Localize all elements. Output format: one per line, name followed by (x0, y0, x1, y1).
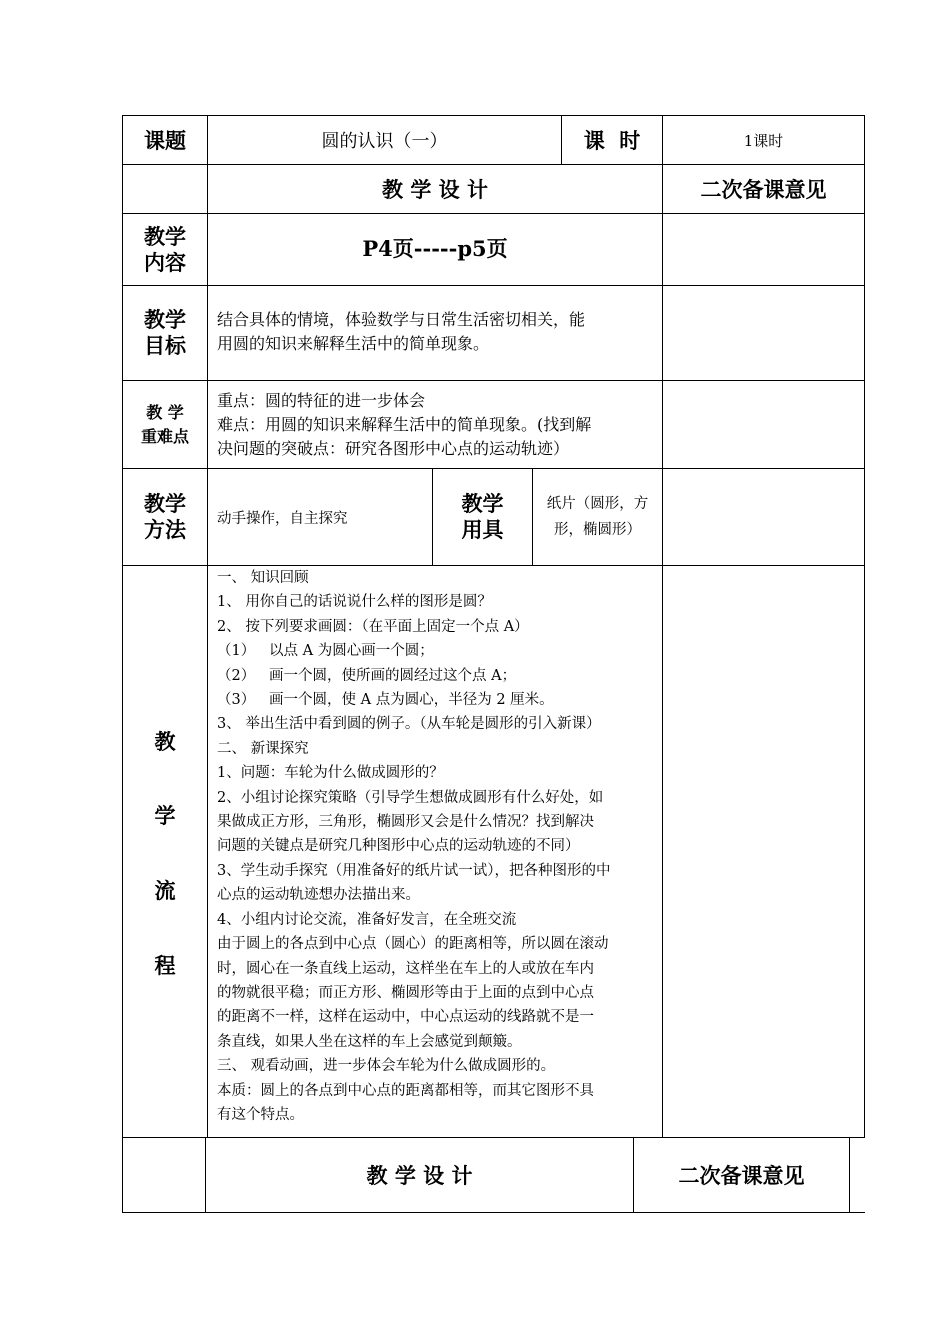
goal-label-line: 教学 (144, 307, 186, 332)
grid-line (122, 380, 865, 381)
key-points-line: 决问题的突破点：研究各图形中心点的运动轨迹） (217, 439, 570, 458)
key-points-text (217, 389, 662, 461)
process-line: 问题的关键点是研究几种图形中心点的运动轨迹的不同） (217, 838, 580, 855)
tools-value (533, 469, 662, 565)
process-line: 本质：圆上的各点到中心点的距离都相等，而其它图形不具 (217, 1082, 594, 1099)
process-line: 由于圆上的各点到中心点（圆心）的距离相等，所以圆在滚动 (217, 936, 609, 953)
process-line: 有这个特点。 (217, 1106, 304, 1123)
grid-line (662, 115, 663, 1138)
key-points-line: 重点：圆的特征的进一步体会 (217, 391, 426, 410)
method-label (123, 469, 207, 565)
period-value: 1课时 (743, 131, 784, 150)
second-prep-label: 二次备课意见 (700, 177, 827, 202)
process-line: （1） 以点 A 为圆心画一个圆； (217, 643, 434, 660)
topic-value: 圆的认识（一） (321, 131, 448, 152)
process-line: 的物就很平稳；而正方形、椭圆形等由于上面的点到中心点 (217, 984, 594, 1001)
grid-line (864, 115, 865, 1138)
key-points-label-line: 教 学 (146, 402, 184, 422)
process-line: 一、 知识回顾 (217, 570, 309, 586)
process-label-char: 教 (154, 729, 176, 754)
grid-line (122, 285, 865, 286)
topic-label: 课题 (144, 128, 186, 153)
goal-line: 用圆的知识来解释生活中的简单现象。 (217, 334, 490, 353)
goal-label (123, 286, 207, 380)
process-line: 2、小组讨论探究策略（引导学生想做成圆形有什么好处，如 (217, 789, 604, 806)
process-line: 三、 观看动画，进一步体会车轮为什么做成圆形的。 (217, 1058, 556, 1075)
method-label-line: 教学 (144, 491, 186, 516)
content-label (123, 214, 207, 285)
process-label-char: 学 (154, 803, 176, 828)
content-label-line: 内容 (144, 249, 186, 275)
process-label-char: 程 (154, 953, 176, 978)
design-label: 教 学 设 计 (382, 177, 488, 202)
process-line: （2） 画一个圆，使所画的圆经过这个点 A； (217, 667, 517, 684)
key-points-line: 难点：用圆的知识来解释生活中的简单现象。(找到解 (217, 415, 592, 434)
process-label (123, 566, 207, 1137)
process-line: 4、小组内讨论交流，准备好发言，在全班交流 (217, 911, 517, 928)
footer-second-prep-label: 二次备课意见 (678, 1163, 805, 1188)
content-value: P4页-----p5页 (362, 235, 508, 261)
goal-line: 结合具体的情境，体验数学与日常生活密切相关，能 (217, 310, 586, 329)
process-line: 3、学生动手探究（用准备好的纸片试一试），把各种图形的中 (217, 862, 611, 879)
method-value: 动手操作，自主探究 (217, 510, 348, 527)
method-label-line: 方法 (144, 517, 186, 542)
content-label-line: 教学 (144, 223, 186, 249)
tools-line: 纸片（圆形，方 (546, 496, 649, 512)
process-line: 的距离不一样，这样在运动中，中心点运动的线路就不是一 (217, 1009, 594, 1026)
key-points-label (123, 381, 207, 468)
process-text (217, 566, 661, 1127)
tools-label-line: 用具 (461, 517, 504, 542)
grid-line (122, 1212, 865, 1213)
goal-label-line: 目标 (144, 333, 186, 358)
process-line: 果做成正方形，三角形，椭圆形又会是什么情况？找到解决 (217, 814, 594, 831)
tools-label-line: 教学 (461, 491, 504, 516)
process-line: （3） 画一个圆，使 A 点为圆心，半径为 2 厘米。 (217, 692, 554, 709)
goal-text (217, 308, 662, 356)
process-line: 1、问题：车轮为什么做成圆形的？ (217, 765, 444, 782)
process-line: 1、 用你自己的话说说什么样的图形是圆？ (217, 594, 492, 611)
process-line: 3、 举出生活中看到圆的例子。（从车轮是圆形的引入新课） (217, 716, 601, 733)
tools-label (433, 469, 532, 565)
process-line: 2、 按下列要求画圆：（在平面上固定一个点 A） (217, 618, 529, 635)
footer-design-label: 教 学 设 计 (366, 1163, 473, 1188)
process-line: 二、 新课探究 (217, 740, 309, 757)
process-label-char: 流 (154, 878, 176, 903)
process-line: 时，圆心在一条直线上运动，这样坐在车上的人或放在车内 (217, 960, 594, 977)
key-points-label-line: 重难点 (140, 426, 189, 446)
process-line: 条直线，如果人坐在这样的车上会感觉到颠簸。 (217, 1033, 522, 1050)
tools-line: 形，椭圆形） (554, 522, 641, 538)
period-label: 课 时 (583, 128, 641, 153)
process-line: 心点的运动轨迹想办法描出来。 (217, 887, 420, 904)
grid-line (849, 1137, 850, 1212)
